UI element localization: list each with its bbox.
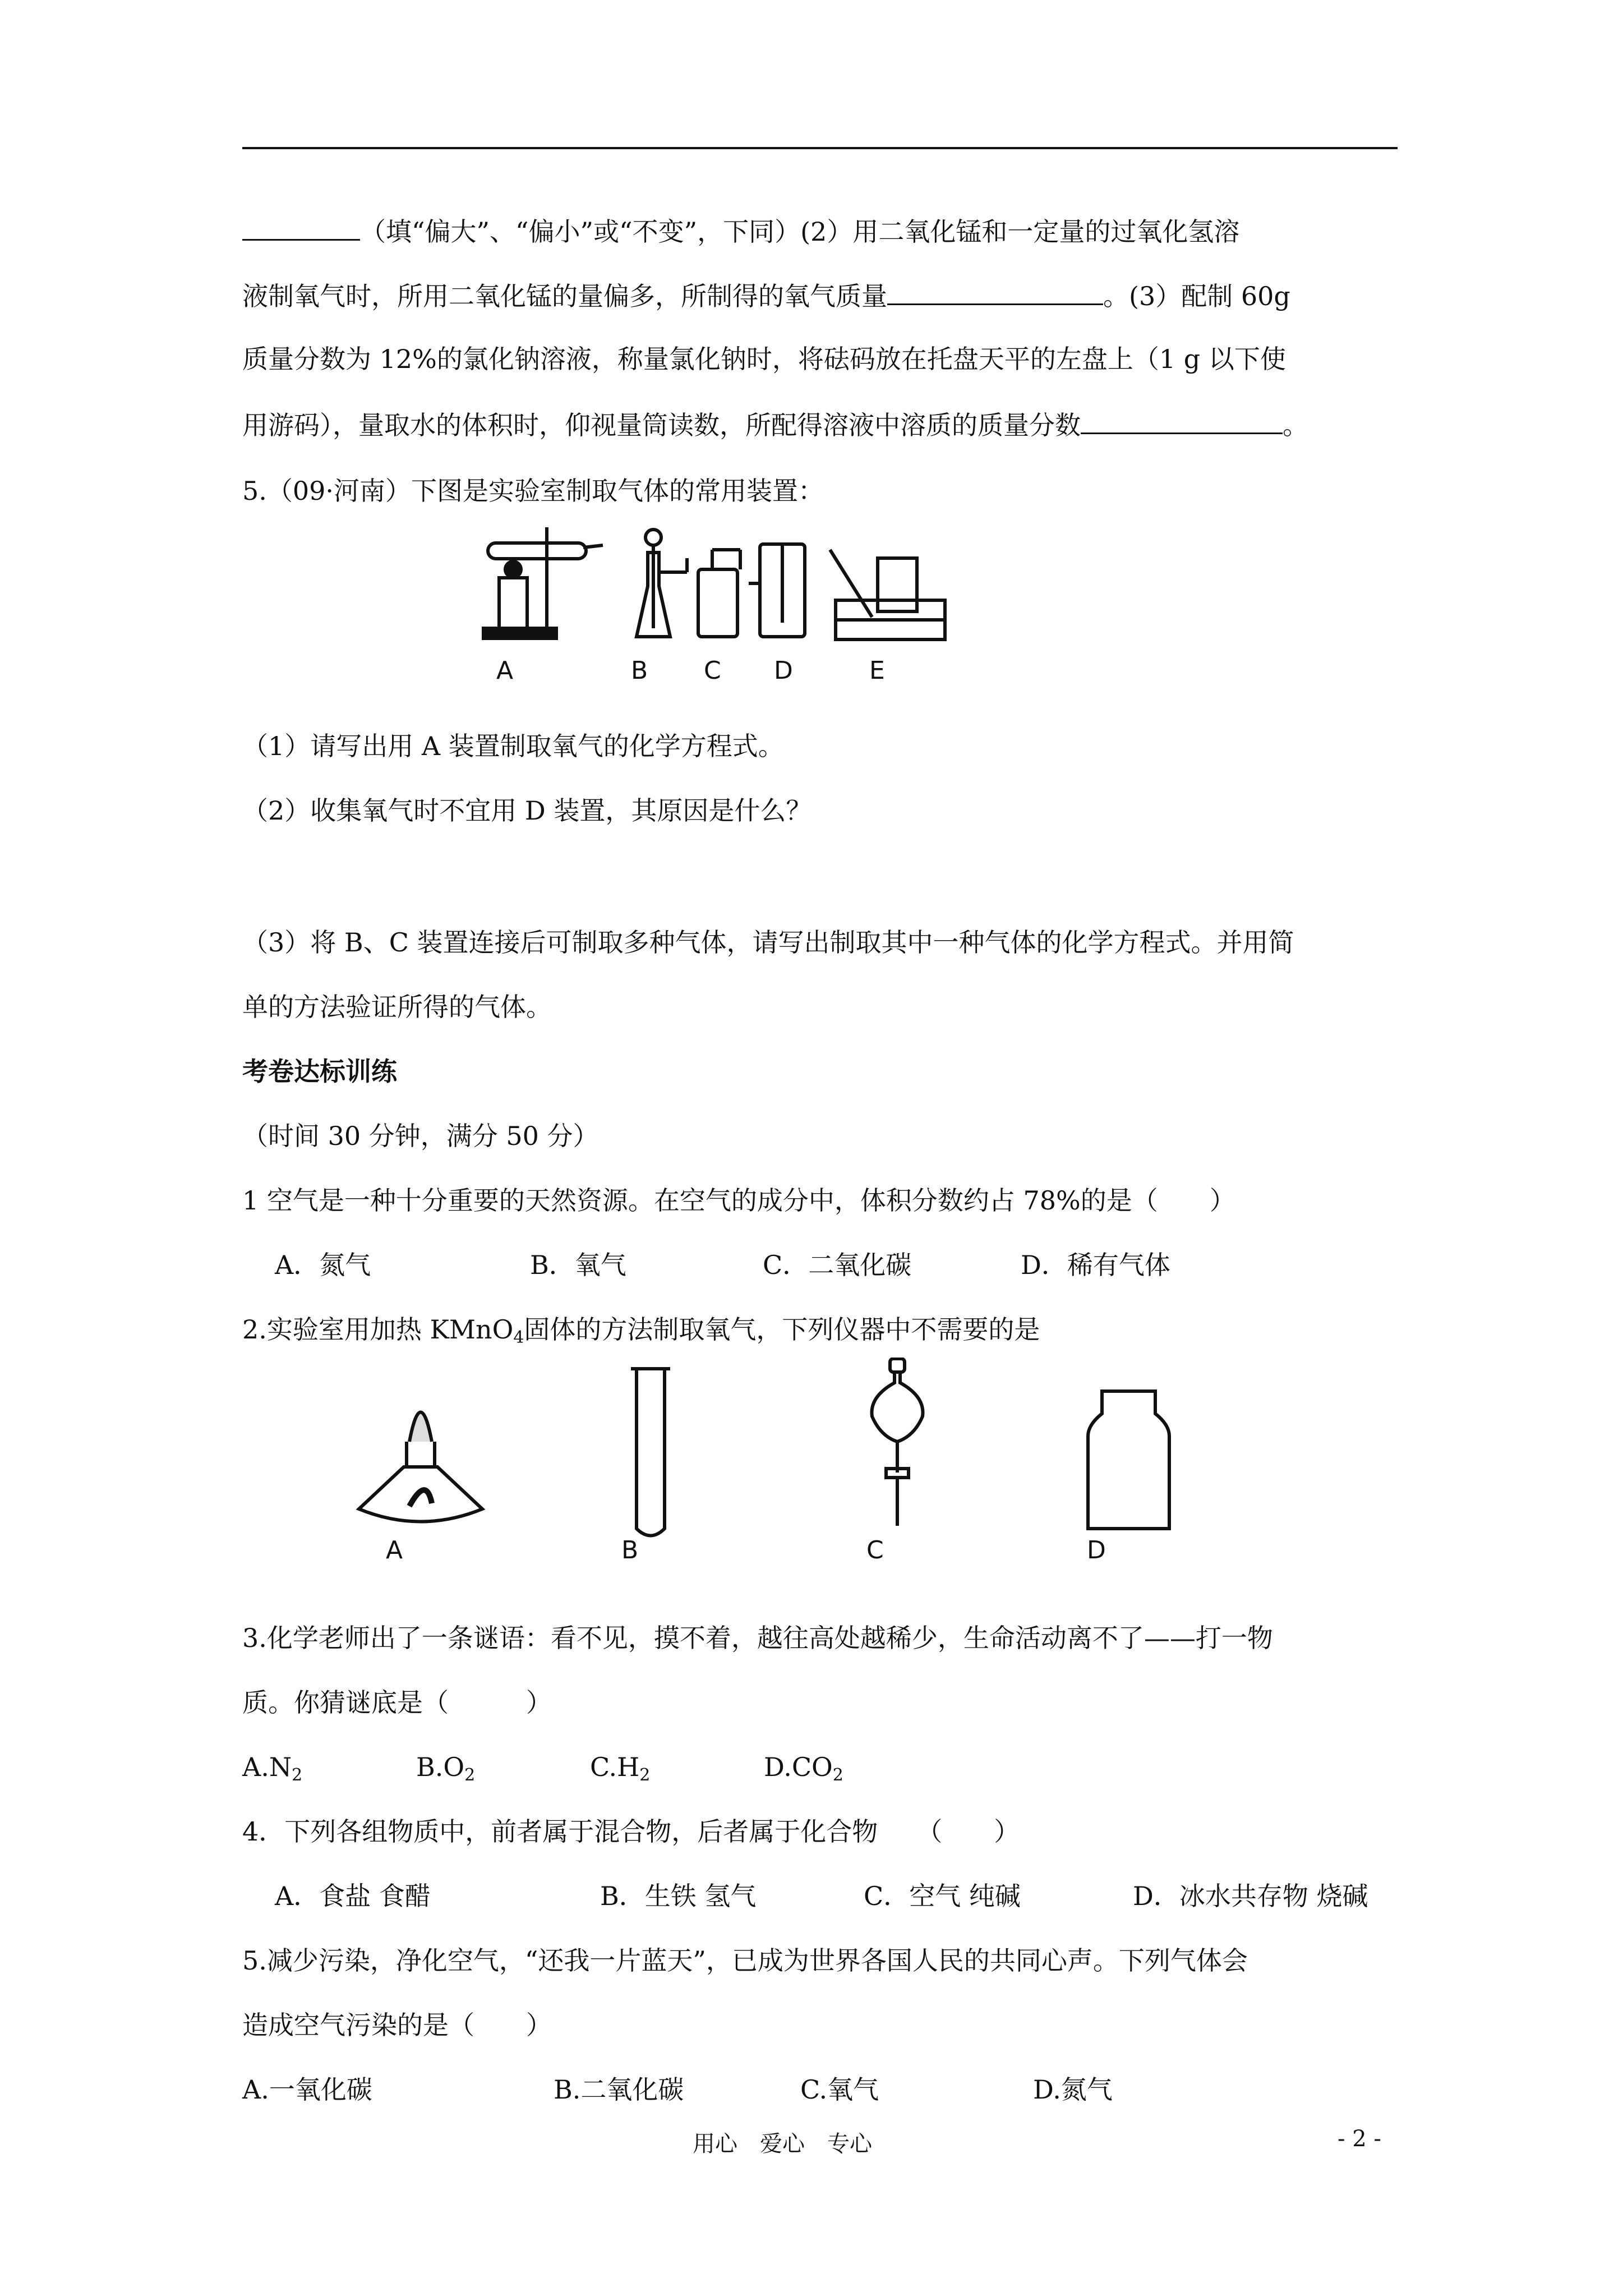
figure-label: A	[496, 656, 514, 685]
mc4-stem: 4．下列各组物质中，前者属于混合物，后者属于化合物 （ ）	[242, 1816, 1020, 1847]
option[interactable]: C．空气 纯碱	[864, 1881, 1021, 1911]
q5-title: 5.（09·河南）下图是实验室制取气体的常用装置：	[242, 476, 824, 506]
q4-line-1: （填“偏大”、“偏小”或“不变”，下同）(2）用二氧化锰和一定量的过氧化氢溶	[242, 213, 1239, 249]
mc1-options	[275, 1248, 1170, 1282]
mc1-stem: 1 空气是一种十分重要的天然资源。在空气的成分中，体积分数约占 78%的是（ ）	[242, 1185, 1235, 1216]
section-heading: 考卷达标训练	[242, 1056, 397, 1087]
figure-label: B	[621, 1536, 639, 1565]
q5-sub-3-line-1: （3）将 B、C 装置连接后可制取多种气体，请写出制取其中一种气体的化学方程式。并用简	[242, 927, 1294, 958]
q5-sub-3-line-2: 单的方法验证所得的气体。	[242, 992, 552, 1022]
option[interactable]: A．氮气	[275, 1250, 371, 1280]
figure-label: C	[866, 1536, 884, 1565]
figure-label: B	[631, 656, 648, 685]
header-rule	[242, 147, 1398, 149]
option[interactable]: A．食盐 食醋	[275, 1881, 431, 1911]
option[interactable]: B.二氧化碳	[554, 2074, 684, 2105]
figure-label: D	[774, 656, 793, 685]
option[interactable]: D.氮气	[1033, 2074, 1113, 2105]
option[interactable]: B．氧气	[530, 1250, 626, 1280]
mc3-stem-line-2: 质。你猜谜底是（ ）	[242, 1687, 552, 1718]
gas-bottle-icon	[1088, 1391, 1169, 1529]
option[interactable]: $A.N_2$	[242, 1752, 303, 1785]
option[interactable]: $D.CO_2$	[764, 1752, 843, 1785]
option[interactable]: $B.O_2$	[416, 1752, 476, 1785]
footer-slogan: 用心 爱心 专心	[693, 2131, 872, 2157]
q4-line-2: 液制氧气时，所用二氧化锰的量偏多，所制得的氧气质量 。(3）配制 60g	[242, 278, 1290, 313]
q5-sub-2: （2）收集氧气时不宜用 D 装置，其原因是什么？	[242, 795, 812, 826]
separatory-funnel-icon	[890, 1359, 905, 1372]
option[interactable]: C.氧气	[800, 2074, 879, 2105]
mc5-stem-line-1: 5.减少污染，净化空气，“还我一片蓝天”，已成为世界各国人民的共同心声。下列气体会	[242, 1945, 1248, 1976]
option[interactable]: C．二氧化碳	[763, 1250, 912, 1280]
gas-apparatus-figure	[477, 516, 959, 690]
mc4-options	[275, 1879, 1368, 1913]
mc2-stem: 2.实验室用加热 KMnO$_4$固体的方法制取氧气，下列仪器中不需要的是	[242, 1314, 1040, 1347]
figure-label: E	[869, 656, 885, 685]
test-tube-icon	[637, 1369, 665, 1536]
page-number: - 2 -	[1338, 2126, 1381, 2152]
answer-blank[interactable]	[242, 213, 360, 241]
mc3-stem-line-1: 3.化学老师出了一条谜语：看不见，摸不着，越往高处越稀少，生命活动离不了——打一物	[242, 1623, 1273, 1653]
option[interactable]: D．稀有气体	[1021, 1250, 1170, 1280]
option[interactable]: $C.H_2$	[590, 1752, 651, 1785]
answer-blank[interactable]	[1081, 407, 1283, 434]
mc5-options	[242, 2073, 1113, 2106]
answer-blank[interactable]	[887, 278, 1103, 305]
mc5-stem-line-2: 造成空气污染的是（ ）	[242, 2010, 552, 2040]
q4-line-4: 用游码），量取水的体积时，仰视量筒读数，所配得溶液中溶质的质量分数 。	[242, 407, 1308, 442]
mc3-options	[242, 1750, 843, 1792]
apparatus-figure	[348, 1358, 1189, 1543]
time-note: （时间 30 分钟，满分 50 分）	[242, 1121, 599, 1151]
option[interactable]: A.一氧化碳	[242, 2074, 372, 2105]
figure-label: D	[1087, 1536, 1106, 1565]
q5-sub-1: （1）请写出用 A 装置制取氧气的化学方程式。	[242, 731, 784, 761]
q4-line-3: 质量分数为 12%的氯化钠溶液，称量氯化钠时，将砝码放在托盘天平的左盘上（1 g 以下使	[242, 344, 1286, 374]
option[interactable]: D．冰水共存物 烧碱	[1133, 1881, 1368, 1911]
figure-label: C	[704, 656, 721, 685]
option[interactable]: B．生铁 氢气	[600, 1881, 757, 1911]
figure-label: A	[386, 1536, 403, 1565]
